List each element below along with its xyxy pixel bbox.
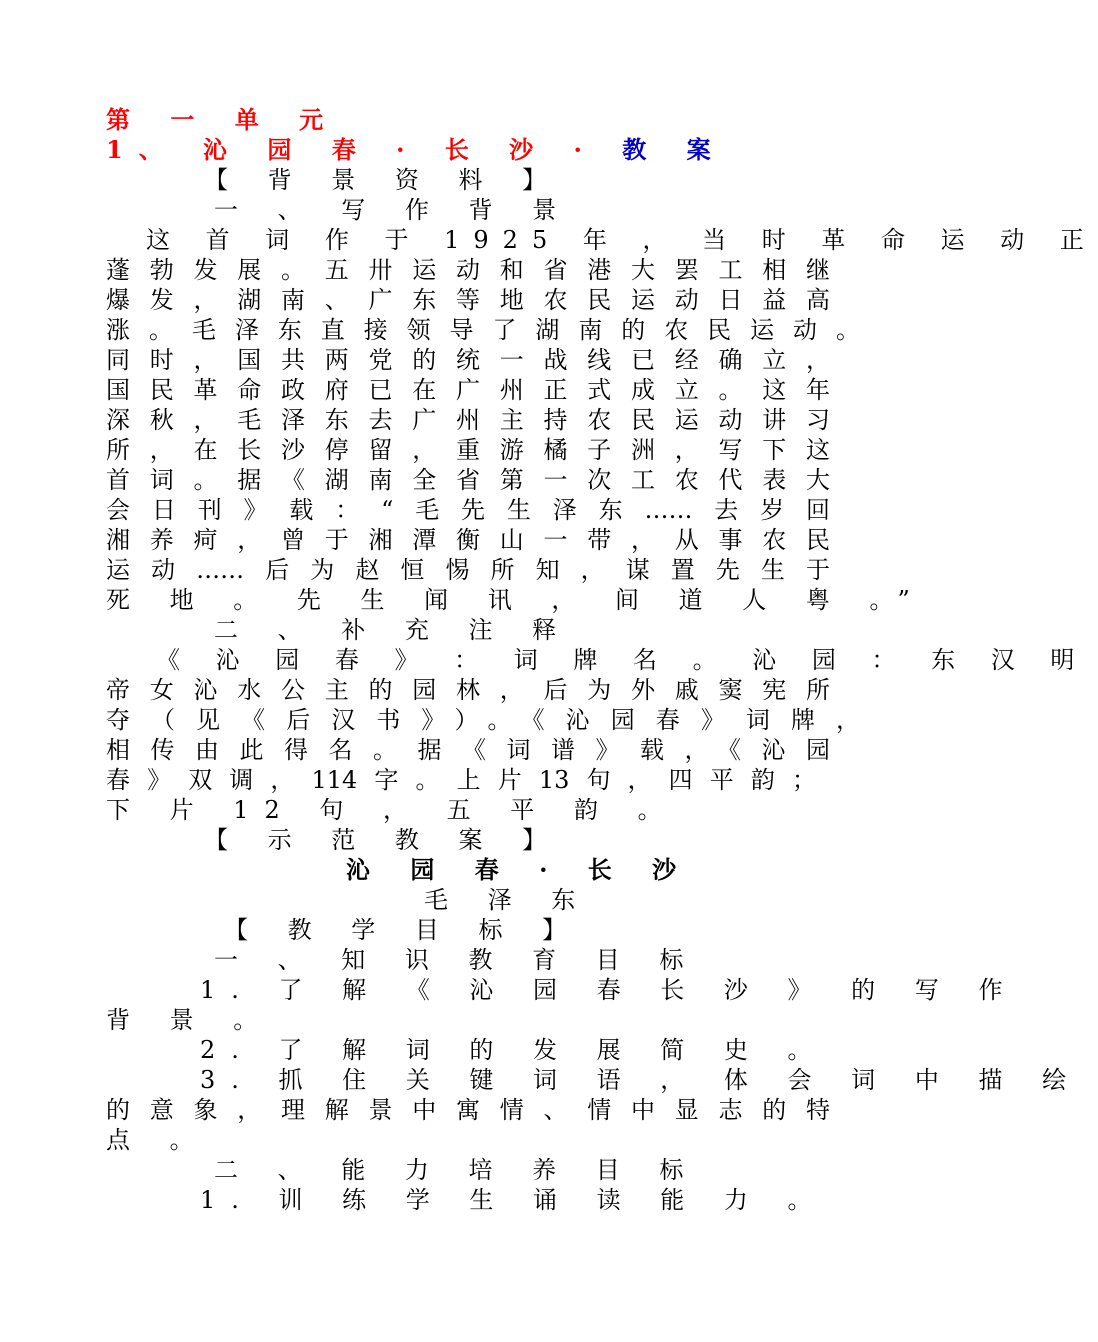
unit-heading: 第 一 单 元 xyxy=(106,105,340,134)
paragraph-line: 爆发，湖南、广东等地农民运动日益高 xyxy=(106,286,830,314)
paragraph-line: 同时，国共两党的统一战线已经确立， xyxy=(106,346,830,374)
ability-goal-subtitle: 二 、 能 力 培 养 目 标 xyxy=(214,1156,700,1184)
goal-item: 3. 抓 住 关 键 词 语 ， 体 会 词 中 描 绘 xyxy=(200,1066,1083,1094)
paragraph-line: 涨。毛泽东直接领导了湖南的农民运动。 xyxy=(106,316,860,344)
lesson-title: 1、 沁 园 春 · 长 沙 · xyxy=(106,135,598,164)
paragraph-line: 《 沁 园 春 》 ： 词 牌 名 。 沁 园 ： 东 汉 明 xyxy=(156,646,1089,674)
lesson-heading xyxy=(106,135,727,165)
paragraph-line: 运动……后为赵恒惕所知，谋置先生于 xyxy=(106,556,830,584)
background-section-title: 【 背 景 资 料 】 xyxy=(204,166,563,194)
paragraph-line: 会日刊》载：“毛先生泽东……去岁回 xyxy=(106,496,830,524)
paragraph-line: 所，在长沙停留，重游橘子洲，写下这 xyxy=(106,436,830,464)
goal-item: 2. 了 解 词 的 发 展 简 史 。 xyxy=(200,1036,828,1064)
writing-background-subtitle: 一 、 写 作 背 景 xyxy=(214,196,573,224)
paragraph-line: 相传由此得名。据《词谱》载，《沁园 xyxy=(106,736,830,764)
lesson-label: 教 案 xyxy=(622,135,727,164)
goal-item: 背 景 。 xyxy=(106,1006,274,1034)
paragraph-line: 深秋，毛泽东去广州主持农民运动讲习 xyxy=(106,406,830,434)
paragraph-line: 首词。据《湖南全省第一次工农代表大 xyxy=(106,466,830,494)
paragraph-line: 帝女沁水公主的园林，后为外戚窦宪所 xyxy=(106,676,830,704)
poem-title: 沁 园 春 · 长 沙 xyxy=(346,855,693,884)
teaching-goals-title: 【 教 学 目 标 】 xyxy=(224,916,583,944)
poem-author: 毛 泽 东 xyxy=(424,886,592,914)
paragraph-line: 国民革命政府已在广州正式成立。这年 xyxy=(106,376,830,404)
demo-section-title: 【 示 范 教 案 】 xyxy=(204,826,563,854)
paragraph-line: 春》双调，114字。上片13句，四平韵； xyxy=(106,766,816,794)
paragraph-line: 下 片 12 句 ， 五 平 韵 。 xyxy=(106,796,678,824)
goal-item: 1. 了 解 《 沁 园 春 长 沙 》 的 写 作 xyxy=(200,976,1019,1004)
goal-item: 的意象，理解景中寓情、情中显志的特 xyxy=(106,1096,830,1124)
goal-item: 点 。 xyxy=(106,1126,210,1154)
paragraph-line: 夺（见《后汉书》）。《沁园春》词牌， xyxy=(106,706,860,734)
paragraph-line: 这 首 词 作 于 1925 年 ， 当 时 革 命 运 动 正 xyxy=(146,226,1098,254)
goal-item: 1. 训 练 学 生 诵 读 能 力 。 xyxy=(200,1186,828,1214)
paragraph-line: 蓬勃发展。五卅运动和省港大罢工相继 xyxy=(106,256,830,284)
paragraph-line: 死 地 。 先 生 闻 讯 ， 间 道 人 粤 。” xyxy=(106,586,926,614)
supplementary-notes-subtitle: 二 、 补 充 注 释 xyxy=(214,616,573,644)
paragraph-line: 湘养疴，曾于湘潭衡山一带，从事农民 xyxy=(106,526,830,554)
knowledge-goal-subtitle: 一 、 知 识 教 育 目 标 xyxy=(214,946,700,974)
